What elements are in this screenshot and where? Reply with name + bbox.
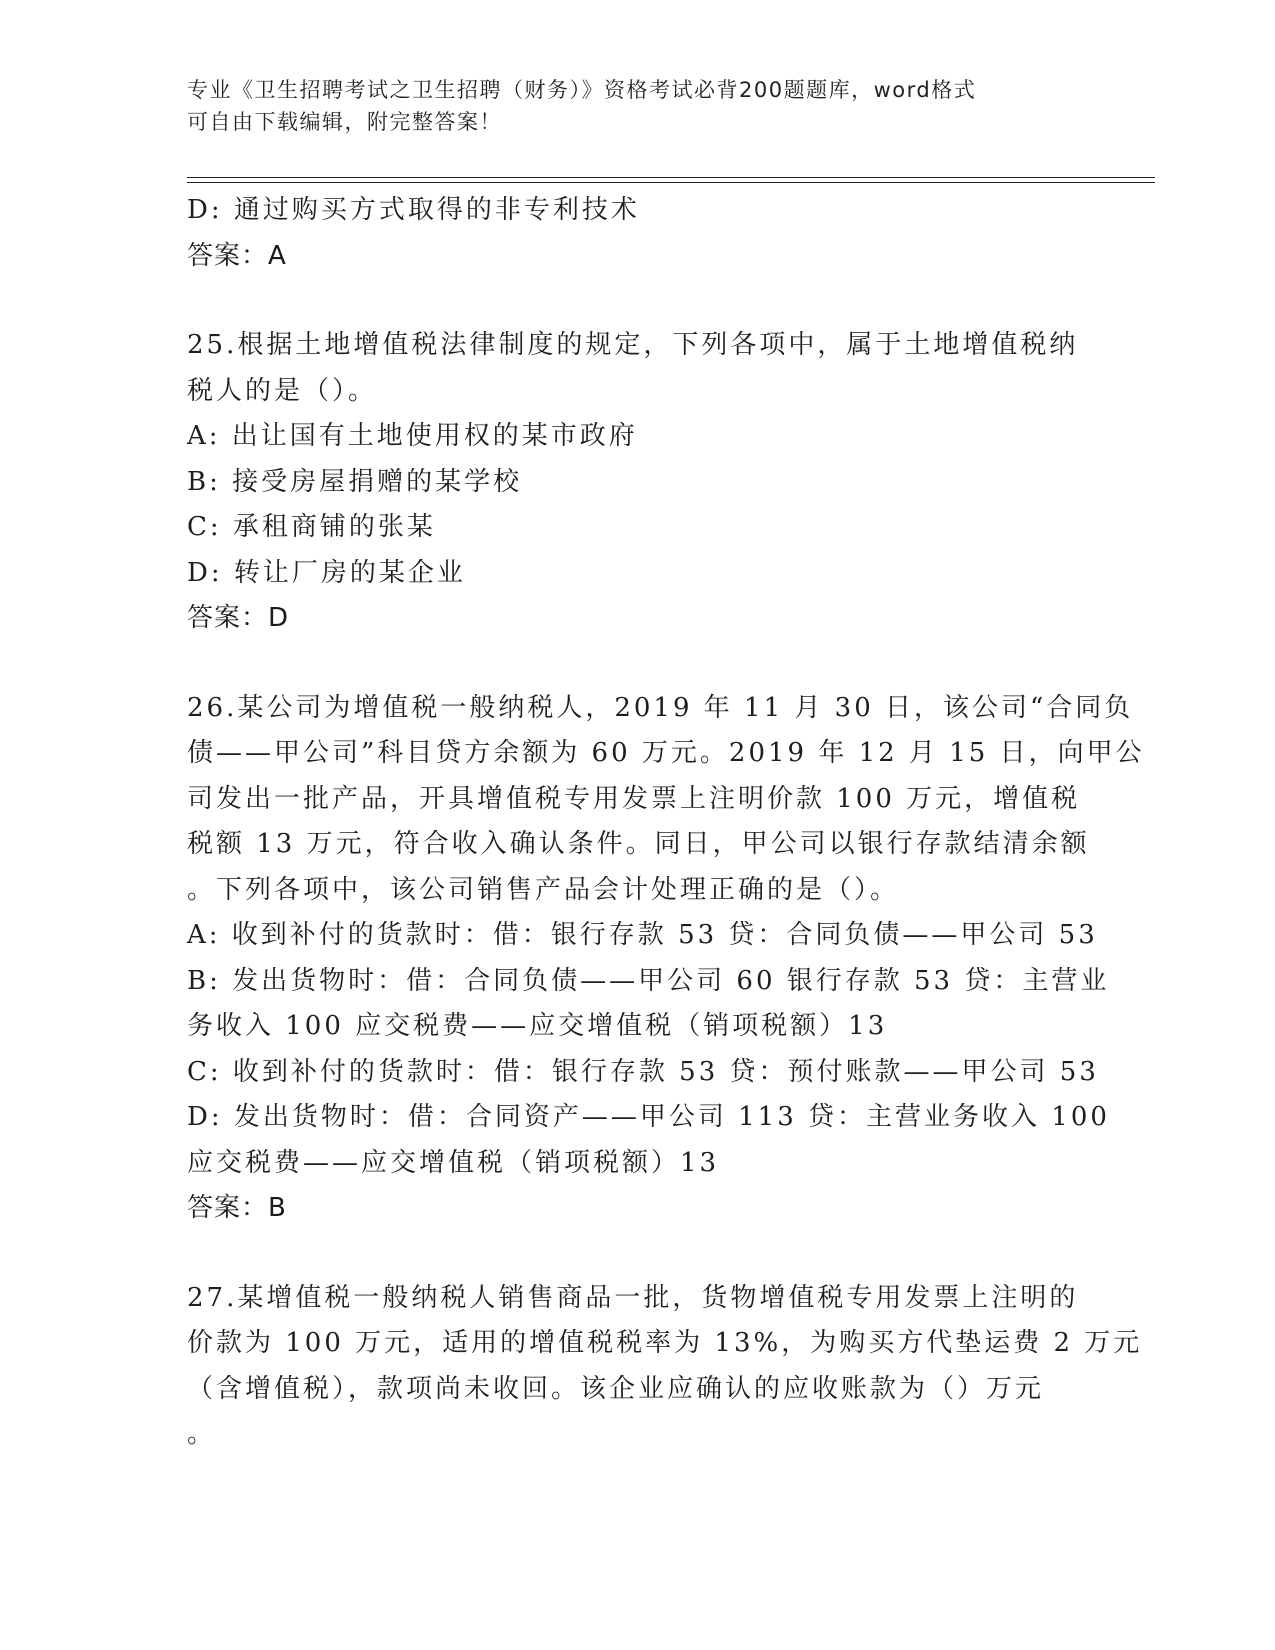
option-c: C: 承租商铺的张某 [187, 512, 436, 542]
answer-line: 答案：D [187, 603, 290, 633]
question-stem-line: 价款为 100 万元，适用的增值税税率为 13%，为购买方代垫运费 2 万元 [187, 1328, 1143, 1358]
option-d: D: 发出货物时：借：合同资产——甲公司 113 贷：主营业务收入 100 [187, 1102, 1110, 1132]
header-line-1: 专业《卫生招聘考试之卫生招聘（财务）》资格考试必背200题题库，word格式 [187, 78, 977, 102]
option-d: D: 通过购买方式取得的非专利技术 [187, 195, 640, 225]
document-body [187, 188, 1145, 1458]
question-stem-line: 27.某增值税一般纳税人销售商品一批，货物增值税专用发票上注明的 [187, 1282, 1079, 1313]
option-b: B: 接受房屋捐赠的某学校 [187, 466, 523, 497]
question-stem-line: 司发出一批产品，开具增值税专用发票上注明价款 100 万元，增值税 [187, 783, 1081, 814]
question-26 [187, 686, 1145, 1232]
option-a: A: 收到补付的货款时：借：银行存款 53 贷：合同负债——甲公司 53 [187, 920, 1098, 950]
question-stem-line: 25.根据土地增值税法律制度的规定，下列各项中，属于土地增值税纳 [187, 330, 1079, 360]
header-rule-top [187, 177, 1155, 178]
option-c: C: 收到补付的货款时：借：银行存款 53 贷：预付账款——甲公司 53 [187, 1056, 1099, 1087]
spacer [187, 642, 1087, 686]
header-rule-bottom [187, 182, 1155, 183]
page-header [187, 74, 1087, 138]
question-stem-line: 税人的是（）。 [187, 375, 378, 406]
question-stem-line: 26.某公司为增值税一般纳税人，2019 年 11 月 30 日，该公司“合同负 [187, 692, 1134, 723]
question-27 [187, 1276, 1143, 1458]
option-b-continued: 务收入 100 应交税费——应交增值税（销项税额）13 [187, 1011, 888, 1041]
question-stem-line: 。 [187, 1419, 217, 1449]
question-stem-line: 债——甲公司”科目贷方余额为 60 万元。2019 年 12 月 15 日，向甲公 [187, 738, 1145, 768]
question-stem-line: （含增值税），款项尚未收回。该企业应确认的应收账款为（）万元 [187, 1373, 1045, 1404]
option-b: B: 发出货物时：借：合同负债——甲公司 60 银行存款 53 贷：主营业 [187, 965, 1110, 996]
option-d: D: 转让厂房的某企业 [187, 557, 466, 588]
answer-line: 答案：A [187, 240, 287, 271]
question-stem-line: 税额 13 万元，符合收入确认条件。同日，甲公司以银行存款结清余额 [187, 829, 1090, 859]
answer-line: 答案：B [187, 1193, 287, 1223]
question-25 [187, 323, 1087, 642]
header-line-2: 可自由下载编辑，附完整答案！ [187, 110, 502, 134]
spacer [187, 1232, 1087, 1276]
question-stem-line: 。下列各项中，该公司销售产品会计处理正确的是（）。 [187, 874, 900, 905]
spacer [187, 279, 1087, 323]
option-a: A: 出让国有土地使用权的某市政府 [187, 421, 638, 451]
option-d-continued: 应交税费——应交增值税（销项税额）13 [187, 1147, 720, 1178]
question-24-tail [187, 188, 1087, 279]
